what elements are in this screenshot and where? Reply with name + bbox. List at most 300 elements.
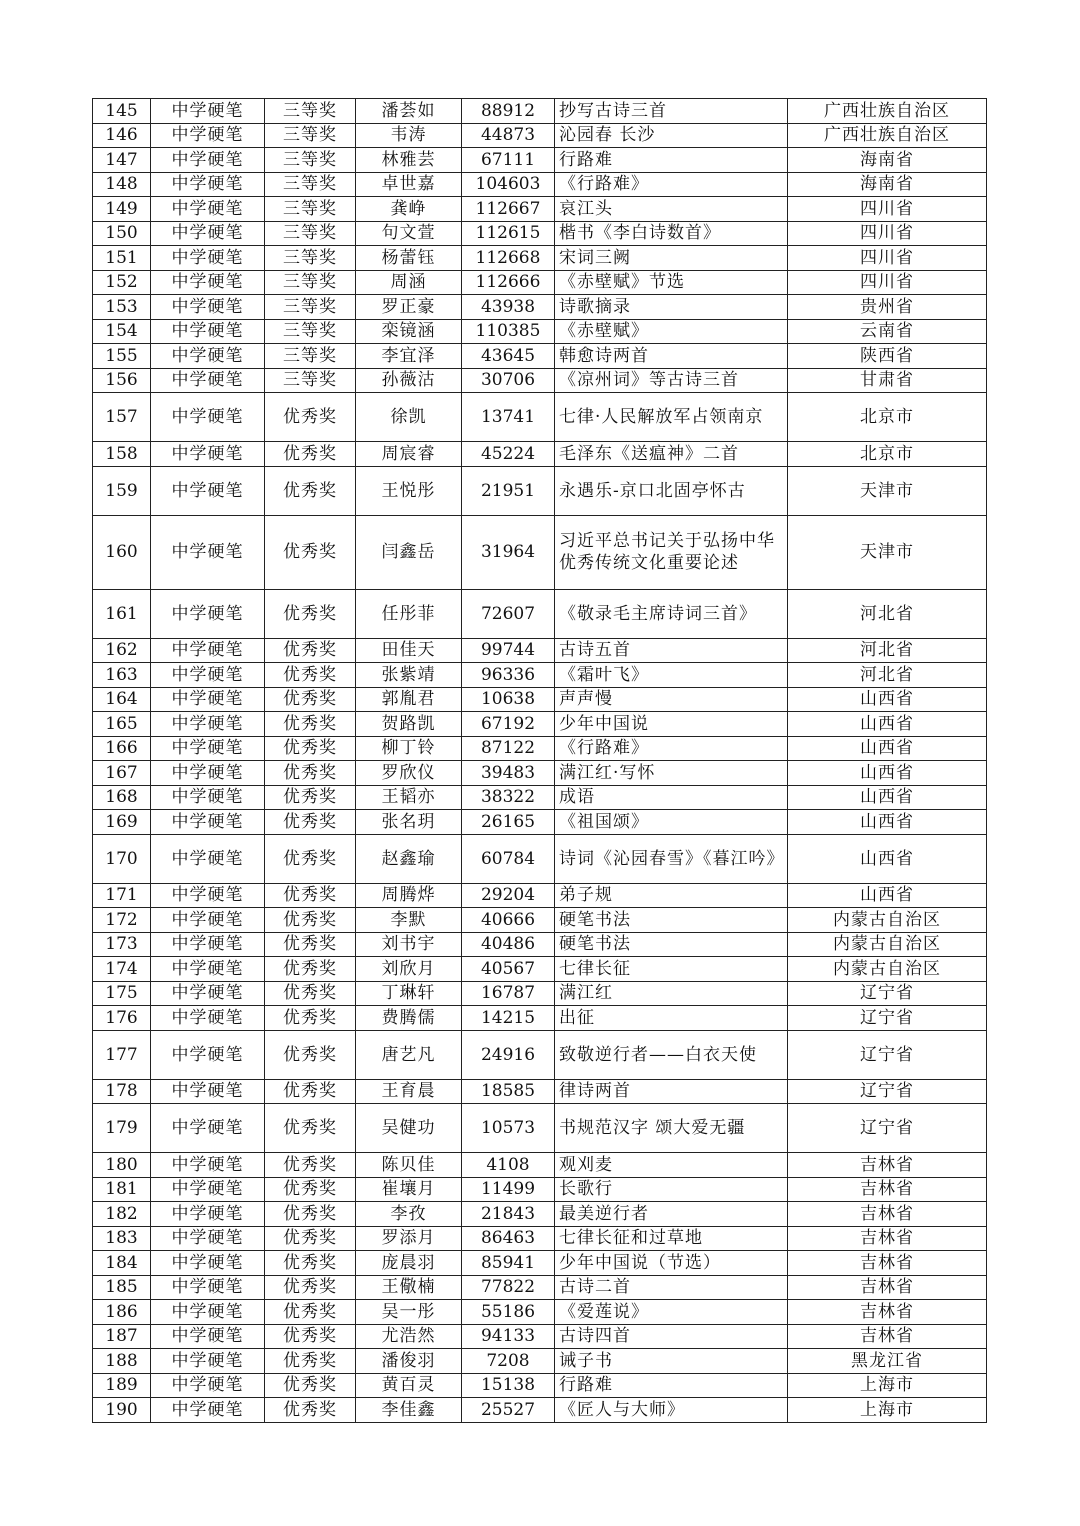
region-cell: 陕西省 <box>788 344 987 369</box>
table-row <box>93 466 987 515</box>
work-title-cell: 硬笔书法 <box>555 908 788 933</box>
work-title-cell: 少年中国说 <box>555 712 788 737</box>
row-number: 150 <box>93 221 151 246</box>
row-number: 183 <box>93 1226 151 1251</box>
entry-id-cell: 67192 <box>462 712 555 737</box>
work-title-cell: 楷书《李白诗数首》 <box>555 221 788 246</box>
work-title-cell: 永遇乐-京口北固亭怀古 <box>555 466 788 515</box>
table-row <box>93 834 987 883</box>
row-number: 149 <box>93 197 151 222</box>
work-title-cell: 《霜叶飞》 <box>555 663 788 688</box>
row-number: 155 <box>93 344 151 369</box>
row-number: 182 <box>93 1202 151 1227</box>
work-title-cell: 《赤壁赋》节选 <box>555 270 788 295</box>
name-cell: 韦涛 <box>356 123 462 148</box>
table-row <box>93 1030 987 1079</box>
category-cell: 中学硬笔 <box>151 1349 265 1374</box>
category-cell: 中学硬笔 <box>151 810 265 835</box>
name-cell: 李佳鑫 <box>356 1398 462 1423</box>
entry-id-cell: 26165 <box>462 810 555 835</box>
name-cell: 吴一彤 <box>356 1300 462 1325</box>
work-title-cell: 古诗四首 <box>555 1324 788 1349</box>
name-cell: 闫鑫岳 <box>356 515 462 589</box>
category-cell: 中学硬笔 <box>151 344 265 369</box>
table-row <box>93 393 987 442</box>
award-cell: 三等奖 <box>265 295 356 320</box>
entry-id-cell: 55186 <box>462 1300 555 1325</box>
category-cell: 中学硬笔 <box>151 687 265 712</box>
region-cell: 广西壮族自治区 <box>788 99 987 124</box>
name-cell: 陈贝佳 <box>356 1153 462 1178</box>
work-title-cell: 韩愈诗两首 <box>555 344 788 369</box>
region-cell: 山西省 <box>788 834 987 883</box>
region-cell: 吉林省 <box>788 1324 987 1349</box>
name-cell: 卓世嘉 <box>356 172 462 197</box>
row-number: 177 <box>93 1030 151 1079</box>
row-number: 162 <box>93 638 151 663</box>
row-number: 189 <box>93 1373 151 1398</box>
name-cell: 李默 <box>356 908 462 933</box>
award-cell: 优秀奖 <box>265 442 356 467</box>
row-number: 156 <box>93 368 151 393</box>
region-cell: 山西省 <box>788 761 987 786</box>
table-row <box>93 246 987 271</box>
region-cell: 海南省 <box>788 172 987 197</box>
region-cell: 吉林省 <box>788 1275 987 1300</box>
entry-id-cell: 21843 <box>462 1202 555 1227</box>
category-cell: 中学硬笔 <box>151 442 265 467</box>
work-title-cell: 满江红 <box>555 981 788 1006</box>
entry-id-cell: 24916 <box>462 1030 555 1079</box>
entry-id-cell: 31964 <box>462 515 555 589</box>
row-number: 165 <box>93 712 151 737</box>
work-title-cell: 《行路难》 <box>555 172 788 197</box>
work-title-cell: 诗歌摘录 <box>555 295 788 320</box>
entry-id-cell: 72607 <box>462 589 555 638</box>
category-cell: 中学硬笔 <box>151 515 265 589</box>
region-cell: 甘肃省 <box>788 368 987 393</box>
award-cell: 三等奖 <box>265 172 356 197</box>
table-row <box>93 589 987 638</box>
name-cell: 任彤菲 <box>356 589 462 638</box>
entry-id-cell: 85941 <box>462 1251 555 1276</box>
work-title-cell: 《凉州词》等古诗三首 <box>555 368 788 393</box>
work-title-cell: 《祖国颂》 <box>555 810 788 835</box>
region-cell: 海南省 <box>788 148 987 173</box>
region-cell: 山西省 <box>788 883 987 908</box>
row-number: 152 <box>93 270 151 295</box>
category-cell: 中学硬笔 <box>151 957 265 982</box>
entry-id-cell: 14215 <box>462 1006 555 1031</box>
name-cell: 徐凯 <box>356 393 462 442</box>
entry-id-cell: 40486 <box>462 932 555 957</box>
category-cell: 中学硬笔 <box>151 1373 265 1398</box>
entry-id-cell: 4108 <box>462 1153 555 1178</box>
work-title-cell: 观刈麦 <box>555 1153 788 1178</box>
entry-id-cell: 15138 <box>462 1373 555 1398</box>
award-cell: 三等奖 <box>265 270 356 295</box>
region-cell: 黑龙江省 <box>788 1349 987 1374</box>
category-cell: 中学硬笔 <box>151 1398 265 1423</box>
work-title-cell: 《赤壁赋》 <box>555 319 788 344</box>
work-title-cell: 硬笔书法 <box>555 932 788 957</box>
region-cell: 河北省 <box>788 638 987 663</box>
region-cell: 吉林省 <box>788 1153 987 1178</box>
work-title-cell: 七律长征 <box>555 957 788 982</box>
table-row <box>93 736 987 761</box>
entry-id-cell: 29204 <box>462 883 555 908</box>
category-cell: 中学硬笔 <box>151 761 265 786</box>
row-number: 181 <box>93 1177 151 1202</box>
award-cell: 三等奖 <box>265 123 356 148</box>
award-cell: 优秀奖 <box>265 883 356 908</box>
work-title-cell: 诫子书 <box>555 1349 788 1374</box>
region-cell: 四川省 <box>788 270 987 295</box>
table-row <box>93 1275 987 1300</box>
name-cell: 郭胤君 <box>356 687 462 712</box>
name-cell: 张紫靖 <box>356 663 462 688</box>
award-cell: 优秀奖 <box>265 1104 356 1153</box>
row-number: 167 <box>93 761 151 786</box>
category-cell: 中学硬笔 <box>151 1202 265 1227</box>
table-row <box>93 1226 987 1251</box>
work-title-cell: 《爱莲说》 <box>555 1300 788 1325</box>
entry-id-cell: 43645 <box>462 344 555 369</box>
entry-id-cell: 67111 <box>462 148 555 173</box>
table-row <box>93 908 987 933</box>
entry-id-cell: 18585 <box>462 1079 555 1104</box>
category-cell: 中学硬笔 <box>151 785 265 810</box>
name-cell: 唐艺凡 <box>356 1030 462 1079</box>
category-cell: 中学硬笔 <box>151 197 265 222</box>
work-title-cell: 律诗两首 <box>555 1079 788 1104</box>
award-cell: 三等奖 <box>265 344 356 369</box>
name-cell: 崔壤月 <box>356 1177 462 1202</box>
name-cell: 句文萱 <box>356 221 462 246</box>
category-cell: 中学硬笔 <box>151 712 265 737</box>
table-row <box>93 663 987 688</box>
name-cell: 罗欣仪 <box>356 761 462 786</box>
table-row <box>93 515 987 589</box>
region-cell: 辽宁省 <box>788 1079 987 1104</box>
entry-id-cell: 21951 <box>462 466 555 515</box>
row-number: 178 <box>93 1079 151 1104</box>
category-cell: 中学硬笔 <box>151 1226 265 1251</box>
row-number: 170 <box>93 834 151 883</box>
award-cell: 优秀奖 <box>265 981 356 1006</box>
table-row <box>93 1079 987 1104</box>
award-cell: 三等奖 <box>265 368 356 393</box>
row-number: 188 <box>93 1349 151 1374</box>
award-cell: 优秀奖 <box>265 810 356 835</box>
name-cell: 周涵 <box>356 270 462 295</box>
table-row <box>93 197 987 222</box>
work-title-cell: 最美逆行者 <box>555 1202 788 1227</box>
row-number: 160 <box>93 515 151 589</box>
award-cell: 优秀奖 <box>265 1324 356 1349</box>
name-cell: 费腾儒 <box>356 1006 462 1031</box>
award-cell: 优秀奖 <box>265 663 356 688</box>
category-cell: 中学硬笔 <box>151 295 265 320</box>
row-number: 168 <box>93 785 151 810</box>
entry-id-cell: 112615 <box>462 221 555 246</box>
award-cell: 优秀奖 <box>265 687 356 712</box>
category-cell: 中学硬笔 <box>151 221 265 246</box>
region-cell: 四川省 <box>788 221 987 246</box>
award-cell: 优秀奖 <box>265 515 356 589</box>
category-cell: 中学硬笔 <box>151 319 265 344</box>
table-row <box>93 1153 987 1178</box>
award-cell: 三等奖 <box>265 148 356 173</box>
work-title-cell: 《敬录毛主席诗词三首》 <box>555 589 788 638</box>
work-title-cell: 长歌行 <box>555 1177 788 1202</box>
table-row <box>93 810 987 835</box>
table-row <box>93 344 987 369</box>
region-cell: 内蒙古自治区 <box>788 908 987 933</box>
entry-id-cell: 86463 <box>462 1226 555 1251</box>
award-cell: 三等奖 <box>265 197 356 222</box>
table-row <box>93 1104 987 1153</box>
name-cell: 龚峥 <box>356 197 462 222</box>
award-cell: 优秀奖 <box>265 1006 356 1031</box>
category-cell: 中学硬笔 <box>151 1104 265 1153</box>
entry-id-cell: 11499 <box>462 1177 555 1202</box>
category-cell: 中学硬笔 <box>151 148 265 173</box>
entry-id-cell: 112666 <box>462 270 555 295</box>
table-row <box>93 319 987 344</box>
award-cell: 三等奖 <box>265 99 356 124</box>
region-cell: 山西省 <box>788 810 987 835</box>
name-cell: 王韬亦 <box>356 785 462 810</box>
row-number: 173 <box>93 932 151 957</box>
table-row <box>93 932 987 957</box>
row-number: 186 <box>93 1300 151 1325</box>
table-row <box>93 1202 987 1227</box>
award-cell: 优秀奖 <box>265 1398 356 1423</box>
entry-id-cell: 94133 <box>462 1324 555 1349</box>
table-row <box>93 123 987 148</box>
name-cell: 潘俊羽 <box>356 1349 462 1374</box>
row-number: 176 <box>93 1006 151 1031</box>
entry-id-cell: 44873 <box>462 123 555 148</box>
table-row <box>93 1324 987 1349</box>
table-row <box>93 295 987 320</box>
name-cell: 王儆楠 <box>356 1275 462 1300</box>
entry-id-cell: 87122 <box>462 736 555 761</box>
award-cell: 优秀奖 <box>265 1079 356 1104</box>
category-cell: 中学硬笔 <box>151 663 265 688</box>
award-cell: 三等奖 <box>265 246 356 271</box>
region-cell: 贵州省 <box>788 295 987 320</box>
table-row <box>93 1177 987 1202</box>
row-number: 169 <box>93 810 151 835</box>
work-title-cell: 毛泽东《送瘟神》二首 <box>555 442 788 467</box>
award-cell: 优秀奖 <box>265 638 356 663</box>
entry-id-cell: 60784 <box>462 834 555 883</box>
table-row <box>93 442 987 467</box>
award-list-table <box>92 98 987 1423</box>
award-cell: 优秀奖 <box>265 736 356 761</box>
category-cell: 中学硬笔 <box>151 736 265 761</box>
region-cell: 河北省 <box>788 663 987 688</box>
award-cell: 优秀奖 <box>265 1373 356 1398</box>
category-cell: 中学硬笔 <box>151 834 265 883</box>
category-cell: 中学硬笔 <box>151 1079 265 1104</box>
work-title-cell: 成语 <box>555 785 788 810</box>
category-cell: 中学硬笔 <box>151 1006 265 1031</box>
work-title-cell: 《匠人与大师》 <box>555 1398 788 1423</box>
work-title-cell: 抄写古诗三首 <box>555 99 788 124</box>
work-title-cell: 行路难 <box>555 148 788 173</box>
row-number: 187 <box>93 1324 151 1349</box>
entry-id-cell: 40567 <box>462 957 555 982</box>
name-cell: 王育晨 <box>356 1079 462 1104</box>
row-number: 148 <box>93 172 151 197</box>
name-cell: 李孜 <box>356 1202 462 1227</box>
work-title-cell: 弟子规 <box>555 883 788 908</box>
region-cell: 内蒙古自治区 <box>788 957 987 982</box>
row-number: 154 <box>93 319 151 344</box>
award-cell: 优秀奖 <box>265 1251 356 1276</box>
name-cell: 庞晨羽 <box>356 1251 462 1276</box>
work-title-cell: 书规范汉字 颂大爱无疆 <box>555 1104 788 1153</box>
work-title-cell: 诗词《沁园春雪》《暮江吟》 <box>555 834 788 883</box>
name-cell: 张名玥 <box>356 810 462 835</box>
row-number: 180 <box>93 1153 151 1178</box>
name-cell: 罗正豪 <box>356 295 462 320</box>
name-cell: 丁琳轩 <box>356 981 462 1006</box>
region-cell: 广西壮族自治区 <box>788 123 987 148</box>
name-cell: 林雅芸 <box>356 148 462 173</box>
name-cell: 杨蕾钰 <box>356 246 462 271</box>
name-cell: 田佳天 <box>356 638 462 663</box>
work-title-cell: 宋词三阙 <box>555 246 788 271</box>
row-number: 179 <box>93 1104 151 1153</box>
category-cell: 中学硬笔 <box>151 99 265 124</box>
table-row <box>93 761 987 786</box>
row-number: 146 <box>93 123 151 148</box>
work-title-cell: 七律长征和过草地 <box>555 1226 788 1251</box>
category-cell: 中学硬笔 <box>151 368 265 393</box>
category-cell: 中学硬笔 <box>151 1251 265 1276</box>
region-cell: 辽宁省 <box>788 1104 987 1153</box>
name-cell: 贺路凯 <box>356 712 462 737</box>
region-cell: 四川省 <box>788 197 987 222</box>
name-cell: 吴健功 <box>356 1104 462 1153</box>
region-cell: 吉林省 <box>788 1300 987 1325</box>
table-row <box>93 99 987 124</box>
table-row <box>93 687 987 712</box>
row-number: 171 <box>93 883 151 908</box>
row-number: 184 <box>93 1251 151 1276</box>
table-row <box>93 1398 987 1423</box>
name-cell: 周腾烨 <box>356 883 462 908</box>
award-cell: 优秀奖 <box>265 589 356 638</box>
row-number: 145 <box>93 99 151 124</box>
award-cell: 三等奖 <box>265 319 356 344</box>
category-cell: 中学硬笔 <box>151 981 265 1006</box>
region-cell: 天津市 <box>788 466 987 515</box>
name-cell: 柳丁铃 <box>356 736 462 761</box>
region-cell: 上海市 <box>788 1398 987 1423</box>
row-number: 163 <box>93 663 151 688</box>
work-title-cell: 行路难 <box>555 1373 788 1398</box>
entry-id-cell: 10638 <box>462 687 555 712</box>
table-row <box>93 1349 987 1374</box>
award-cell: 优秀奖 <box>265 1153 356 1178</box>
award-cell: 优秀奖 <box>265 908 356 933</box>
table-row <box>93 1251 987 1276</box>
table-row <box>93 221 987 246</box>
award-cell: 三等奖 <box>265 221 356 246</box>
name-cell: 孙薇沽 <box>356 368 462 393</box>
entry-id-cell: 25527 <box>462 1398 555 1423</box>
category-cell: 中学硬笔 <box>151 1177 265 1202</box>
name-cell: 周宸睿 <box>356 442 462 467</box>
row-number: 172 <box>93 908 151 933</box>
row-number: 159 <box>93 466 151 515</box>
row-number: 164 <box>93 687 151 712</box>
name-cell: 刘欣月 <box>356 957 462 982</box>
category-cell: 中学硬笔 <box>151 1324 265 1349</box>
award-cell: 优秀奖 <box>265 957 356 982</box>
row-number: 147 <box>93 148 151 173</box>
row-number: 151 <box>93 246 151 271</box>
row-number: 166 <box>93 736 151 761</box>
name-cell: 赵鑫瑜 <box>356 834 462 883</box>
row-number: 185 <box>93 1275 151 1300</box>
region-cell: 吉林省 <box>788 1177 987 1202</box>
region-cell: 吉林省 <box>788 1226 987 1251</box>
award-cell: 优秀奖 <box>265 761 356 786</box>
row-number: 161 <box>93 589 151 638</box>
work-title-cell: 古诗五首 <box>555 638 788 663</box>
region-cell: 辽宁省 <box>788 1006 987 1031</box>
table-body <box>93 99 987 1423</box>
entry-id-cell: 112668 <box>462 246 555 271</box>
work-title-cell: 出征 <box>555 1006 788 1031</box>
work-title-cell: 习近平总书记关于弘扬中华优秀传统文化重要论述 <box>555 515 788 589</box>
name-cell: 罗添月 <box>356 1226 462 1251</box>
entry-id-cell: 104603 <box>462 172 555 197</box>
category-cell: 中学硬笔 <box>151 589 265 638</box>
category-cell: 中学硬笔 <box>151 123 265 148</box>
category-cell: 中学硬笔 <box>151 932 265 957</box>
name-cell: 刘书宇 <box>356 932 462 957</box>
work-title-cell: 满江红·写怀 <box>555 761 788 786</box>
entry-id-cell: 99744 <box>462 638 555 663</box>
category-cell: 中学硬笔 <box>151 638 265 663</box>
table-row <box>93 883 987 908</box>
entry-id-cell: 13741 <box>462 393 555 442</box>
work-title-cell: 古诗二首 <box>555 1275 788 1300</box>
region-cell: 山西省 <box>788 687 987 712</box>
award-cell: 优秀奖 <box>265 834 356 883</box>
work-title-cell: 致敬逆行者——白衣天使 <box>555 1030 788 1079</box>
entry-id-cell: 30706 <box>462 368 555 393</box>
region-cell: 云南省 <box>788 319 987 344</box>
award-cell: 优秀奖 <box>265 1300 356 1325</box>
award-cell: 优秀奖 <box>265 712 356 737</box>
region-cell: 北京市 <box>788 442 987 467</box>
work-title-cell: 声声慢 <box>555 687 788 712</box>
table-row <box>93 368 987 393</box>
award-cell: 优秀奖 <box>265 1202 356 1227</box>
entry-id-cell: 39483 <box>462 761 555 786</box>
award-cell: 优秀奖 <box>265 785 356 810</box>
region-cell: 山西省 <box>788 785 987 810</box>
table-row <box>93 270 987 295</box>
